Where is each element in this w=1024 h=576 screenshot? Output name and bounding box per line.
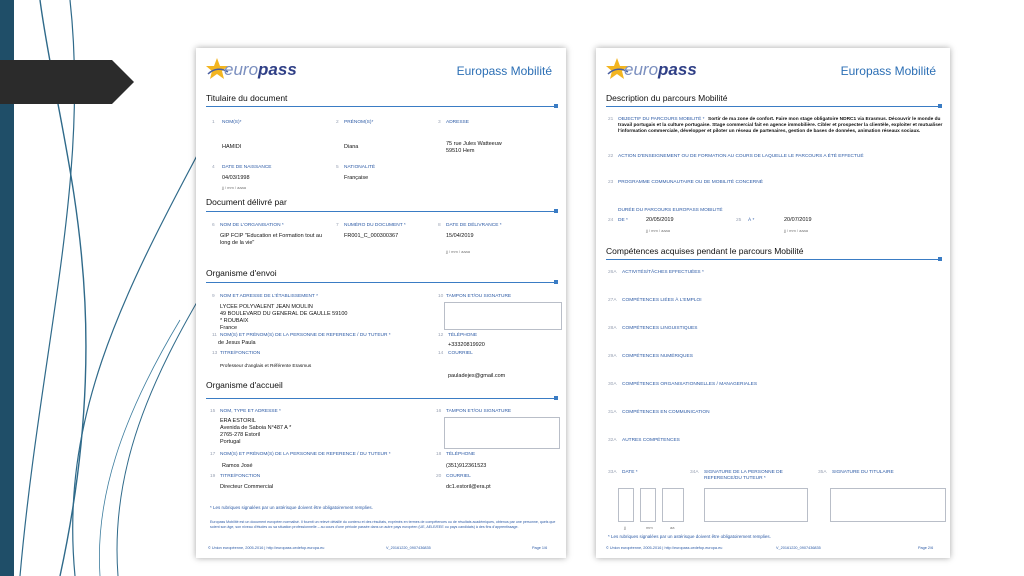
field-label-accueil-courriel: COURRIEL (446, 474, 471, 479)
field-label-numero: NUMÉRO DU DOCUMENT * (344, 223, 406, 228)
field-number: 27A (608, 298, 617, 303)
field-number: 23 (608, 180, 614, 185)
section-title-accueil: Organisme d'accueil (206, 380, 283, 390)
logo-prefix: euro (624, 60, 659, 79)
field-label-courriel: COURRIEL (448, 351, 473, 356)
field-value-date-delivrance: 15/04/2019 (446, 233, 474, 239)
accueil-tampon-box[interactable] (444, 417, 560, 449)
field-label-naissance: DATE DE NAISSANCE (222, 165, 272, 170)
field-value-etablissement: LYCEE POLYVALENT JEAN MOULIN 49 BOULEVARD DU GENERAL DE GAULLE 59100 * ROUBAIX France (220, 304, 348, 331)
footer-version: V_20161220_0907436835 (776, 546, 821, 550)
field-number: 31A (608, 410, 617, 415)
field-label-adresse: ADRESSE (446, 120, 469, 125)
field-number: 9 (212, 294, 215, 299)
field-number: 25 (736, 218, 742, 223)
footer-copyright: © Union européenne, 2005-2016 | http://europass.cedefop.europa.eu (208, 546, 325, 550)
field-label-objectif: OBJECTIF DU PARCOURS MOBILITÉ * (618, 117, 705, 122)
sig-year-box[interactable] (662, 488, 684, 522)
month-hint: mm (646, 525, 653, 530)
section-rule (606, 106, 938, 107)
day-hint: jj (624, 525, 626, 530)
logo-suffix: pass (658, 60, 697, 79)
field-value-telephone: +33320819920 (448, 342, 485, 348)
section-title-delivre: Document délivré par (206, 197, 287, 207)
field-value-organisation: GIP FCIP "Education et Formation tout au long de la vie" (220, 233, 323, 246)
brand-title: Europass Mobilité (456, 64, 552, 78)
field-label-sig-date: DATE * (622, 470, 638, 475)
europass-logo (204, 56, 297, 84)
field-number: 6 (212, 223, 215, 228)
field-number: 33A (608, 470, 617, 475)
date-hint: jj / mm / aaaa (222, 185, 247, 190)
field-number: 34A (690, 470, 699, 475)
field-value-accueil-courriel: dc1.estoril@era.pt (446, 484, 491, 490)
field-number: 13 (212, 351, 218, 356)
field-label-etablissement: NOM ET ADRESSE DE L'ÉTABLISSEMENT * (220, 294, 318, 299)
field-number: 10 (438, 294, 444, 299)
europass-logo (604, 56, 697, 84)
section-rule (606, 259, 938, 260)
field-label-titre: TITRE/FONCTION (220, 351, 261, 356)
field-number: 20 (436, 474, 442, 479)
field-number: 7 (336, 223, 339, 228)
date-hint: jj / mm / aaaa (784, 228, 809, 233)
field-number: 22 (608, 154, 614, 159)
section-rule (206, 211, 554, 212)
field-label-tuteur: NOM(S) ET PRÉNOM(S) DE LA PERSONNE DE REFERENCE / DU TUTEUR * (220, 333, 391, 338)
section-rule (206, 282, 554, 283)
field-number: 1 (212, 120, 215, 125)
field-number: 21 (608, 117, 614, 122)
field-label-prenom: PRÉNOM(S)* (344, 120, 374, 125)
mandatory-note: * Les rubriques signalées par un astérisque doivent être obligatoirement remplies. (210, 505, 373, 510)
tampon-box[interactable] (444, 302, 562, 330)
field-label-programme: PROGRAMME COMMUNAUTAIRE OU DE MOBILITÉ CONCERNÉ (618, 180, 763, 185)
logo-prefix: euro (224, 60, 259, 79)
europass-page-2 (596, 48, 950, 558)
field-number: 18 (436, 452, 442, 457)
field-number: 2 (336, 120, 339, 125)
field-number: 12 (438, 333, 444, 338)
competence-label: COMPÉTENCES EN COMMUNICATION (622, 410, 710, 415)
competence-label: COMPÉTENCES NUMÉRIQUES (622, 354, 693, 359)
competence-label: COMPÉTENCES LINGUISTIQUES (622, 326, 698, 331)
field-value-titre: Professeur d'anglais et Référente Erasmus (220, 364, 312, 369)
field-number: 3 (438, 120, 441, 125)
field-label-nom: NOM(S)* (222, 120, 242, 125)
field-number: 19 (210, 474, 216, 479)
section-title-titulaire: Titulaire du document (206, 93, 288, 103)
section-title-description: Description du parcours Mobilité (606, 93, 728, 103)
field-label-duree: DURÉE DU PARCOURS EUROPASS MOBILITÉ (618, 208, 723, 213)
footer-page: Page 1/6 (532, 546, 548, 550)
field-value-tuteur: de Jesus Paula (218, 340, 256, 346)
field-value-accueil-tuteur: Ramos José (222, 463, 253, 469)
field-label-accueil-telephone: TÉLÉPHONE (446, 452, 476, 457)
field-value-a: 20/07/2019 (784, 217, 812, 223)
legal-notice: Europass Mobilité est un document européen normalisé. Il fournit un relevé détaillé du contenu et des résultats, exprimés en termes de compétences ou de résultats académiques, obtenus par une personne, quels que soient son âge, son niveau d'études ou sa situation professionnelle – au cours d'une période passée dans un autre pays européen (UE, AELE/EEE ou pays candidats) à des fins d'apprentissage. (210, 520, 556, 529)
field-number: 26A (608, 270, 617, 275)
footer-copyright: © Union européenne, 2005-2016 | http://europass.cedefop.europa.eu (606, 546, 723, 550)
field-value-objectif: Sortir de ma zone de confort. Faire mon stage obligatoire NDRC1 via Erasmus. Découvrir le monde du travail portugais et la culture portugaise. Stage commercial fait en agence immobilière. Cibler et prospecter la clientèle, exploiter et mutualiser l'information commerciale, développer et piloter un réseau de partenaires, gestion de bases de données, animation réseaux sociaux. (618, 117, 943, 134)
field-label-date-delivrance: DATE DE DÉLIVRANCE * (446, 223, 502, 228)
competence-label: COMPÉTENCES ORGANISATIONNELLES / MANAGERIALES (622, 382, 758, 387)
field-number: 8 (438, 223, 441, 228)
date-hint: jj / mm / aaaa (646, 228, 671, 233)
logo-suffix: pass (258, 60, 297, 79)
section-rule (206, 398, 554, 399)
field-label-a: À * (748, 218, 755, 223)
field-value-numero: FR001_C_000300367 (344, 233, 399, 239)
field-number: 11 (212, 333, 217, 338)
field-value-accueil-titre: Directeur Commercial (220, 484, 274, 490)
field-value-adresse: 75 rue Jules Watteeuw 59510 Hem (446, 141, 502, 154)
field-label-organisation: NOM DE L'ORGANISATION * (220, 223, 284, 228)
field-label-accueil-tuteur: NOM(S) ET PRÉNOM(S) DE LA PERSONNE DE REFERENCE / DU TUTEUR * (220, 452, 391, 457)
field-value-de: 20/05/2019 (646, 217, 674, 223)
field-number: 29A (608, 354, 617, 359)
footer-page: Page 2/6 (918, 546, 934, 550)
field-label-action: ACTION D'ENSEIGNEMENT OU DE FORMATION AU COURS DE LAQUELLE LE PARCOURS A ÉTÉ EFFECTUÉ (618, 154, 864, 159)
field-number: 17 (210, 452, 216, 457)
field-value-nationalite: Française (344, 175, 369, 181)
field-value-accueil-telephone: (351)912361523 (446, 463, 487, 469)
field-label-sig-titulaire: SIGNATURE DU TITULAIRE (832, 470, 894, 475)
section-title-competences: Compétences acquises pendant le parcours Mobilité (606, 246, 804, 256)
field-number: 14 (438, 351, 444, 356)
field-value-accueil-nom: ERA ESTORIL Avenida de Saboia N°487 A * 2765-278 Estoril Portugal (220, 418, 292, 445)
field-label-accueil-nom: NOM, TYPE ET ADRESSE * (220, 409, 281, 414)
field-number: 24 (608, 218, 614, 223)
field-number: 5 (336, 165, 339, 170)
date-hint: jj / mm / aaaa (446, 249, 471, 254)
field-number: 28A (608, 326, 617, 331)
field-number: 30A (608, 382, 617, 387)
page-header (604, 54, 942, 86)
field-number: 35A (818, 470, 827, 475)
page-header (204, 54, 558, 86)
field-label-nationalite: NATIONALITÉ (344, 165, 376, 170)
sig-tuteur-box[interactable] (704, 488, 808, 522)
title-arrow-tag (0, 60, 134, 104)
section-title-envoi: Organisme d'envoi (206, 268, 277, 278)
competence-label: ACTIVITÉS/TÂCHES EFFECTUÉES * (622, 270, 704, 275)
field-value-courriel: pauladejes@gmail.com (448, 373, 506, 379)
field-number: 15 (210, 409, 216, 414)
footer-version: V_20161220_0907436835 (386, 546, 431, 550)
field-value-prenom: Diana (344, 144, 359, 150)
field-label-accueil-tampon: TAMPON ET/OU SIGNATURE (446, 409, 512, 414)
competence-label: AUTRES COMPÉTENCES (622, 438, 680, 443)
field-label-tampon: TAMPON ET/OU SIGNATURE (446, 294, 512, 299)
field-number: 4 (212, 165, 215, 170)
sig-day-box[interactable] (618, 488, 634, 522)
field-label-accueil-titre: TITRE/FONCTION (220, 474, 261, 479)
field-label-telephone: TÉLÉPHONE (448, 333, 478, 338)
sig-month-box[interactable] (640, 488, 656, 522)
competence-label: COMPÉTENCES LIÉES À L'EMPLOI (622, 298, 702, 303)
field-number: 16 (436, 409, 442, 414)
europass-page-1 (196, 48, 566, 558)
mandatory-note: * Les rubriques signalées par un astérisque doivent être obligatoirement remplies. (608, 534, 771, 539)
field-value-naissance: 04/03/1998 (222, 175, 250, 181)
section-rule (206, 106, 554, 107)
field-number: 32A (608, 438, 617, 443)
brand-title: Europass Mobilité (840, 64, 936, 78)
year-hint: aa (670, 525, 675, 530)
field-label-sig-tuteur: SIGNATURE DE LA PERSONNE DE REFERENCE/DU TUTEUR * (704, 470, 783, 481)
field-label-de: DE * (618, 218, 628, 223)
field-value-nom: HAMIDI (222, 144, 242, 150)
sig-titulaire-box[interactable] (830, 488, 946, 522)
